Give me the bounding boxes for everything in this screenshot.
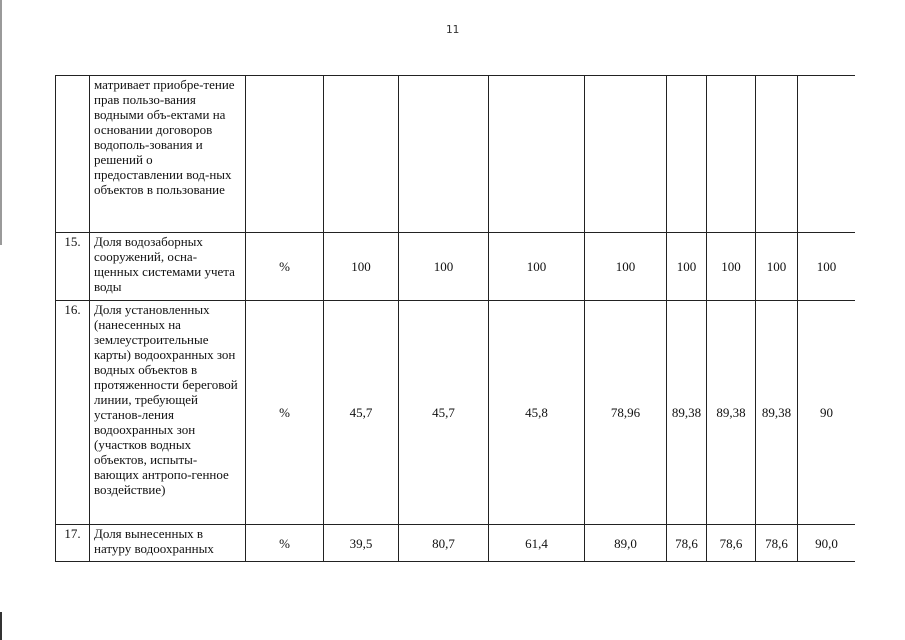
value-cell: 89,38 — [756, 301, 798, 525]
value-cell: 100 — [585, 233, 667, 301]
value-cell — [756, 76, 798, 233]
indicator-table — [55, 75, 855, 562]
value-cell: 78,6 — [667, 525, 707, 562]
value-cell: 100 — [667, 233, 707, 301]
value-cell — [798, 76, 856, 233]
value-cell: 78,96 — [585, 301, 667, 525]
value-cell — [399, 76, 489, 233]
indicator-table-frame — [55, 75, 855, 562]
value-cell: 45,7 — [399, 301, 489, 525]
value-cell: 45,8 — [489, 301, 585, 525]
indicator-name: Доля установленных (нанесенных на землеустроительные карты) водоохранных зон водных объектов в протяженности береговой линии, требующей установ-ления водоохранных зон (участков водных объектов, испыты-вающих антропо-генное воздействие) — [90, 301, 246, 525]
value-cell — [707, 76, 756, 233]
value-cell: 90 — [798, 301, 856, 525]
value-cell: 89,38 — [707, 301, 756, 525]
value-cell: 78,6 — [707, 525, 756, 562]
value-cell: 78,6 — [756, 525, 798, 562]
row-number — [56, 76, 90, 233]
value-cell: 100 — [756, 233, 798, 301]
indicator-name: матривает приобре-тение прав пользо-вания водными объ-ектами на основании договоров водополь-зования и решений о предоставлении вод-ных объектов в пользование — [90, 76, 246, 233]
table-row — [56, 525, 856, 562]
unit-cell — [246, 76, 324, 233]
page-number: 11 — [445, 23, 460, 36]
unit-cell: % — [246, 233, 324, 301]
value-cell: 100 — [399, 233, 489, 301]
row-number: 17. — [56, 525, 90, 562]
indicator-name: Доля водозаборных сооружений, осна-щенных системами учета воды — [90, 233, 246, 301]
value-cell: 89,38 — [667, 301, 707, 525]
row-number: 16. — [56, 301, 90, 525]
unit-cell: % — [246, 301, 324, 525]
indicator-name: Доля вынесенных в натуру водоохранных — [90, 525, 246, 562]
table-row — [56, 76, 856, 233]
unit-cell: % — [246, 525, 324, 562]
value-cell: 100 — [707, 233, 756, 301]
value-cell: 61,4 — [489, 525, 585, 562]
value-cell: 100 — [489, 233, 585, 301]
value-cell: 45,7 — [324, 301, 399, 525]
value-cell — [489, 76, 585, 233]
value-cell — [667, 76, 707, 233]
value-cell — [324, 76, 399, 233]
value-cell: 100 — [324, 233, 399, 301]
scan-edge-left — [0, 0, 2, 245]
value-cell: 100 — [798, 233, 856, 301]
row-number: 15. — [56, 233, 90, 301]
value-cell: 89,0 — [585, 525, 667, 562]
table-row — [56, 301, 856, 525]
value-cell: 90,0 — [798, 525, 856, 562]
table-row — [56, 233, 856, 301]
value-cell: 80,7 — [399, 525, 489, 562]
value-cell: 39,5 — [324, 525, 399, 562]
scan-edge-mark — [0, 612, 2, 640]
value-cell — [585, 76, 667, 233]
